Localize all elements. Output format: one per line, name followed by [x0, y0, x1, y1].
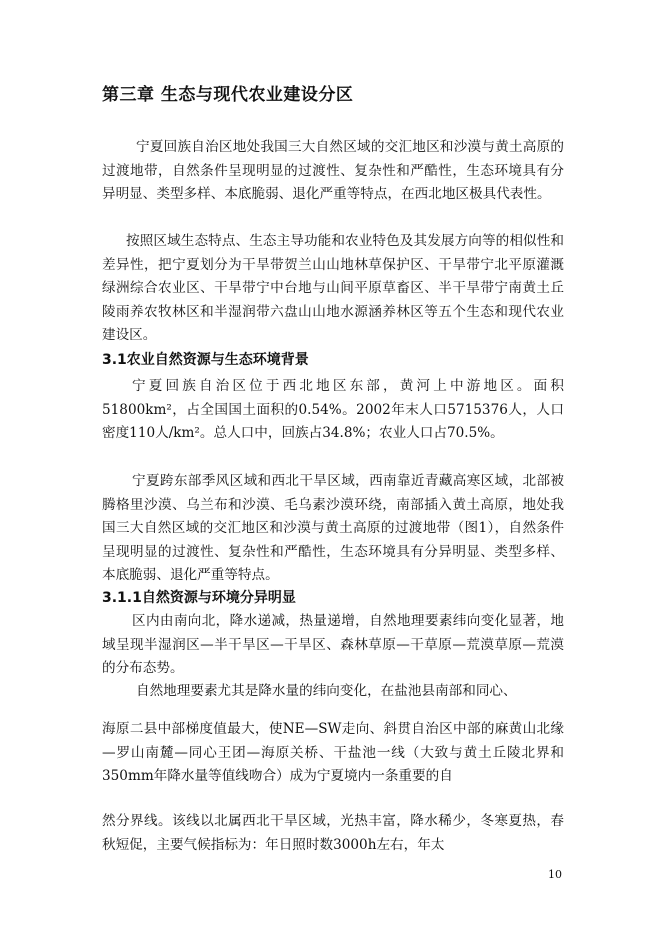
chapter-title: 第三章 生态与现代农业建设分区	[102, 85, 354, 105]
section-heading-3-1-1: 3.1.1自然资源与环境分异明显	[102, 590, 296, 606]
paragraph-intro: 宁夏回族自治区地处我国三大自然区域的交汇地区和沙漠与黄土高原的过渡地带，自然条件呈现明显的过渡性、复杂性和严酷性，生态环境具有分异明显、类型多样、本底脆弱、退化严重等特点，在西北地区极具代表性。	[102, 139, 564, 202]
paragraph-precipitation-start: 自然地理要素尤其是降水量的纬向变化，在盐池县南部和同心、	[136, 683, 517, 699]
paragraph-zoning: 按照区域生态特点、生态主导功能和农业特色及其发展方向等的相似性和差异性，把宁夏划分为干旱带贺兰山山地林草保护区、干旱带宁北平原灌溉绿洲综合农业区、干旱带宁中台地与山间平原草畜区、半干旱带宁南黄土丘陵雨养农牧林区和半湿润带六盘山山地水源涵养林区等五个生态和现代农业建设区。	[102, 233, 564, 343]
page-number: 10	[548, 868, 562, 881]
paragraph-gradient: 区内由南向北，降水递减，热量递增，自然地理要素纬向变化显著，地域呈现半湿润区—半干旱区—干旱区、森林草原—干草原—荒漠草原—荒漠的分布态势。	[102, 613, 564, 676]
paragraph-location: 宁夏回族自治区位于西北地区东部，黄河上中游地区。面积51800km²，占全国国土面积的0.54%。2002年末人口5715376人，人口密度110人/km²。总人口中，回族占34.8%；农业人口占70.5%。	[102, 378, 564, 441]
paragraph-boundary: 海原二县中部梯度值最大，使NE—SW走向、斜贯自治区中部的麻黄山北缘—罗山南麓—同心王团—海原关桥、干盐池一线（大致与黄土丘陵北界和350mm年降水量等值线吻合）成为宁夏境内一条重要的自	[102, 721, 564, 784]
section-heading-3-1: 3.1农业自然资源与生态环境背景	[102, 352, 309, 368]
paragraph-boundary-continued: 然分界线。该线以北属西北干旱区域，光热丰富，降水稀少，冬寒夏热，春秋短促，主要气候指标为：年日照时数3000h左右，年太	[102, 813, 564, 853]
paragraph-geography: 宁夏跨东部季风区域和西北干旱区域，西南靠近青藏高寒区域，北部被腾格里沙漠、乌兰布和沙漠、毛乌素沙漠环绕，南部插入黄土高原，地处我国三大自然区域的交汇地区和沙漠与黄土高原的过渡地带（图1），自然条件呈现明显的过渡性、复杂性和严酷性，生态环境具有分异明显、类型多样、本底脆弱、退化严重等特点。	[102, 473, 564, 583]
